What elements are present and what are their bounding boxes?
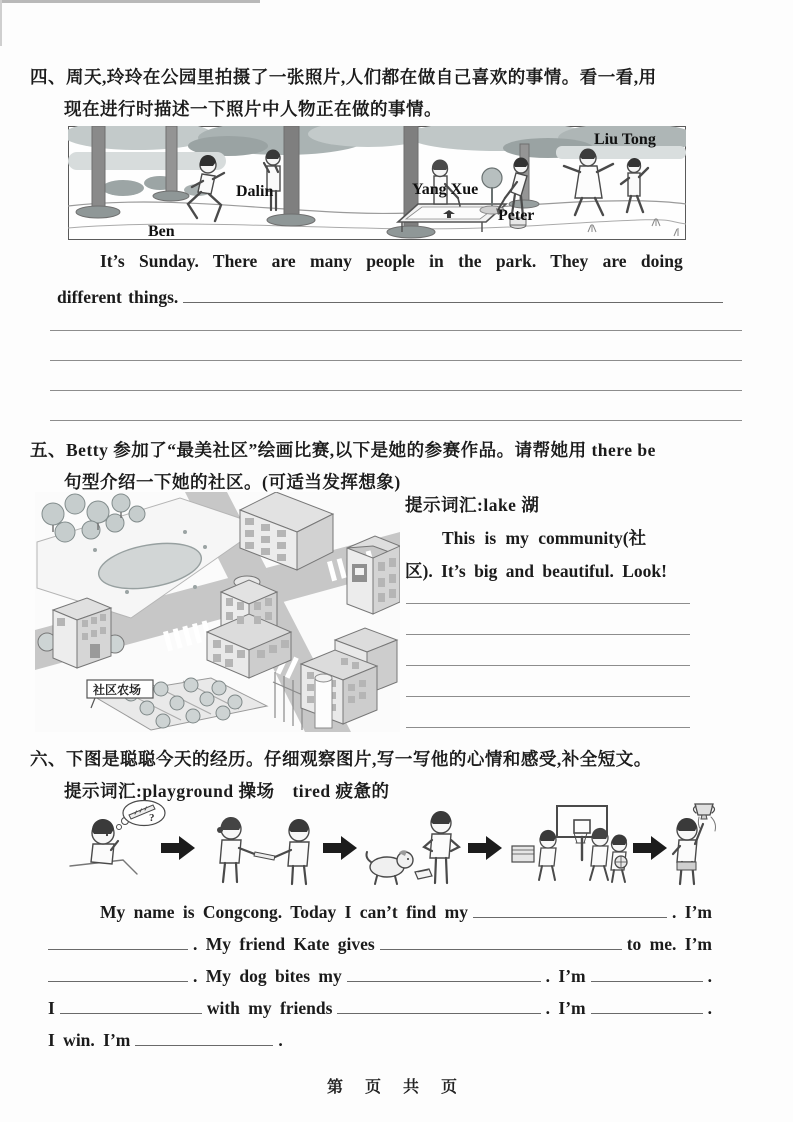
scan-artifact-left: [0, 0, 2, 46]
answer-blank: [337, 994, 540, 1014]
ruled-line: [50, 300, 742, 331]
section5-title-line2: 句型介绍一下她的社区。(可适当发挥想象): [64, 472, 401, 492]
ruled-line: [406, 666, 690, 697]
section6-title: 六、下图是聪聪今天的经历。仔细观察图片,写一写他的心情和感受,补全短文。: [30, 749, 652, 769]
section5-hint: 提示词汇:lake 湖: [405, 495, 540, 515]
section5-number: 五、: [30, 440, 66, 460]
ruled-line: [406, 604, 690, 635]
answer-blank: [135, 1026, 273, 1046]
label-peter: Peter: [498, 207, 535, 224]
section6-number: 六、: [30, 749, 66, 769]
panel-basketball: [512, 806, 627, 882]
panel-girl-gives-ruler: [217, 817, 309, 884]
section4-paragraph-line1: It’s Sunday. There are many people in the park. They are doing: [100, 251, 683, 271]
arrow-icon: [161, 836, 195, 860]
community-map-picture: [35, 492, 400, 737]
label-yangxue: Yang Xue: [412, 181, 479, 198]
answer-blank: [60, 994, 202, 1014]
fill-line-4: I with my friends . I’m .: [48, 994, 712, 1019]
answer-blank: [591, 994, 703, 1014]
ruled-line: [50, 360, 742, 391]
answer-blank: [473, 898, 667, 918]
answer-blank: [347, 962, 541, 982]
ruled-line: [50, 390, 742, 421]
section4-title-line2: 现在进行时描述一下照片中人物正在做的事情。: [64, 99, 442, 119]
section4-number: 四、: [30, 67, 66, 87]
section6-hint: 提示词汇:playground 操场 tired 疲惫的: [64, 781, 390, 801]
question-mark: ?: [149, 812, 155, 824]
answer-blank: [380, 930, 622, 950]
section5-title-line1: 五、Betty 参加了“最美社区”绘画比赛,以下是她的参赛作品。请帮她用 there be: [30, 440, 656, 460]
section4-title-line1: 四、周天,玲玲在公园里拍摄了一张照片,人们都在做自己喜欢的事情。看一看,用: [30, 67, 657, 87]
ruled-line: [50, 330, 742, 361]
label-dalin: Dalin: [236, 183, 274, 200]
answer-blank: [48, 930, 188, 950]
answer-blank: [48, 962, 188, 982]
farm-label: 社区农场: [93, 683, 142, 697]
arrow-icon: [468, 836, 502, 860]
ruled-line: [406, 697, 690, 728]
fill-line-1: My name is Congcong. Today I can’t find my . I’m: [100, 898, 712, 923]
bush: [102, 180, 144, 196]
fill-line-3: . My dog bites my . I’m .: [48, 962, 712, 987]
panel-boy-trophy: [673, 804, 716, 884]
label-ben: Ben: [148, 223, 175, 240]
arrow-icon: [323, 836, 357, 860]
panel-dog-bites: [367, 811, 460, 884]
panel-boy-thinking: [70, 801, 165, 875]
comic-strip: [65, 800, 720, 897]
label-liutong: Liu Tong: [594, 131, 656, 148]
section5-paragraph-line2: 区). It’s big and beautiful. Look!: [405, 561, 667, 581]
page-footer: 第 页 共 页: [326, 1079, 466, 1096]
ruled-line: [406, 573, 690, 604]
section5-paragraph-line1: This is my community(社: [442, 528, 647, 548]
arrow-icon: [633, 836, 667, 860]
answer-blank: [591, 962, 703, 982]
ruled-line: [406, 635, 690, 666]
scan-artifact-top: [0, 0, 260, 3]
fill-line-2: . My friend Kate gives to me. I’m: [48, 930, 712, 955]
fill-line-5: I win. I’m .: [48, 1026, 712, 1051]
trophy-icon: [695, 804, 713, 815]
park-picture: [68, 126, 686, 245]
section4-paragraph-line2: different things.: [57, 287, 179, 307]
